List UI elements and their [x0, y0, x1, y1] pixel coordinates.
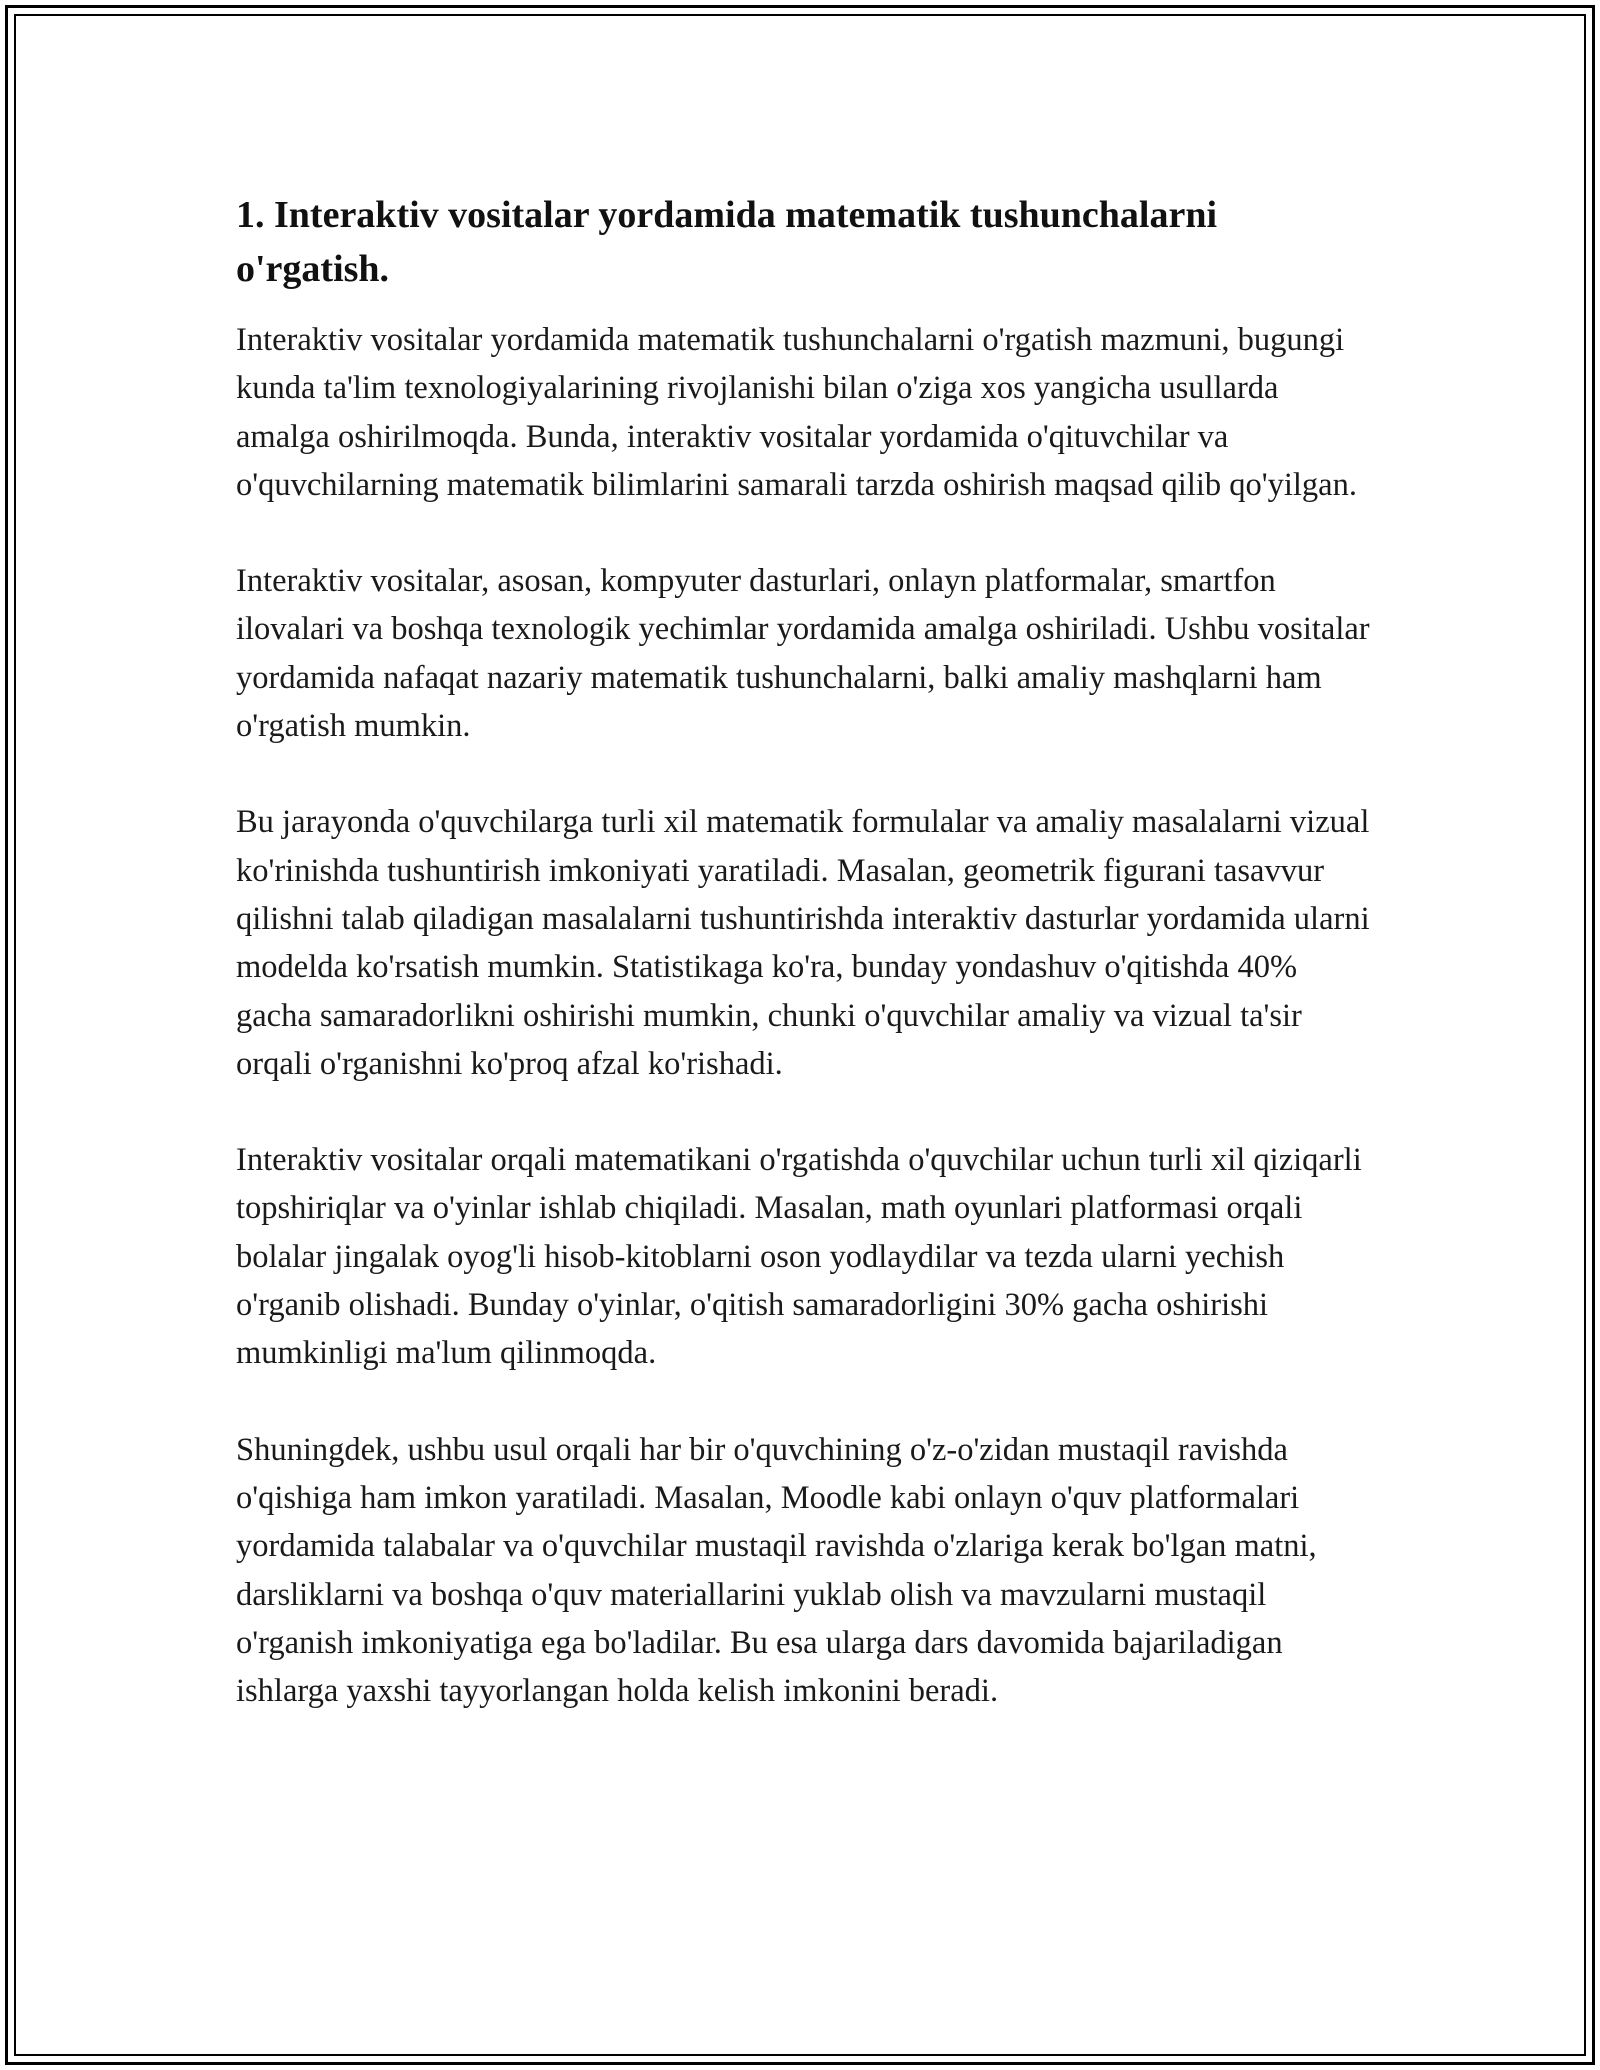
section-heading: 1. Interaktiv vositalar yordamida matematik tushunchalarni o'rgatish.	[236, 194, 1218, 290]
paragraph-4: Interaktiv vositalar orqali matematikani o'rgatishda o'quvchilar uchun turli xil qiziqarli topshiriqlar va o'yinlar ishlab chiqiladi. Masalan, math oyunlari platformasi orqali bolalar jingalak oyog'li hisob-kitoblarni oson yodlaydilar va tezda ularni yechish o'rganib olishadi. Bunday o'yinlar, o'qitish samaradorligini 30% gacha oshirishi mumkinligi ma'lum qilinmoqda.	[236, 1142, 1362, 1372]
paragraph-1: Interaktiv vositalar yordamida matematik tushunchalarni o'rgatish mazmuni, bugungi kunda ta'lim texnologiyalarining rivojlanishi bilan o'ziga xos yangicha usullarda amalga oshirilmoqda. Bunda, interaktiv vositalar yordamida o'qituvchilar va o'quvchilarning matematik bilimlarini samarali tarzda oshirish maqsad qilib qo'yilgan.	[236, 322, 1357, 503]
paragraph-3: Bu jarayonda o'quvchilarga turli xil matematik formulalar va amaliy masalalarni vizual ko'rinishda tushuntirish imkoniyati yaratiladi. Masalan, geometrik figurani tasavvur qilishni talab qiladigan masalalarni tushuntirishda interaktiv dasturlar yordamida ularni modelda ko'rsatish mumkin. Statistikaga ko'ra, bunday yondashuv o'qitishda 40% gacha samaradorlikni oshirishi mumkin, chunki o'quvchilar amaliy va vizual ta'sir orqali o'rganishni ko'proq afzal ko'rishadi.	[236, 804, 1370, 1082]
document-body	[236, 188, 1376, 1715]
paragraph-5: Shuningdek, ushbu usul orqali har bir o'quvchining o'z-o'zidan mustaqil ravishda o'qishiga ham imkon yaratiladi. Masalan, Moodle kabi onlayn o'quv platformalari yordamida talabalar va o'quvchilar mustaqil ravishda o'zlariga kerak bo'lgan matni, darsliklarni va boshqa o'quv materiallarini yuklab olish va mavzularni mustaqil o'rganish imkoniyatiga ega bo'ladilar. Bu esa ularga dars davomida bajariladigan ishlarga yaxshi tayyorlangan holda kelish imkonini beradi.	[236, 1431, 1317, 1710]
paragraph-2: Interaktiv vositalar, asosan, kompyuter dasturlari, onlayn platformalar, smartfon ilovalari va boshqa texnologik yechimlar yordamida amalga oshiriladi. Ushbu vositalar yordamida nafaqat nazariy matematik tushunchalarni, balki amaliy mashqlarni ham o'rgatish mumkin.	[236, 563, 1370, 745]
